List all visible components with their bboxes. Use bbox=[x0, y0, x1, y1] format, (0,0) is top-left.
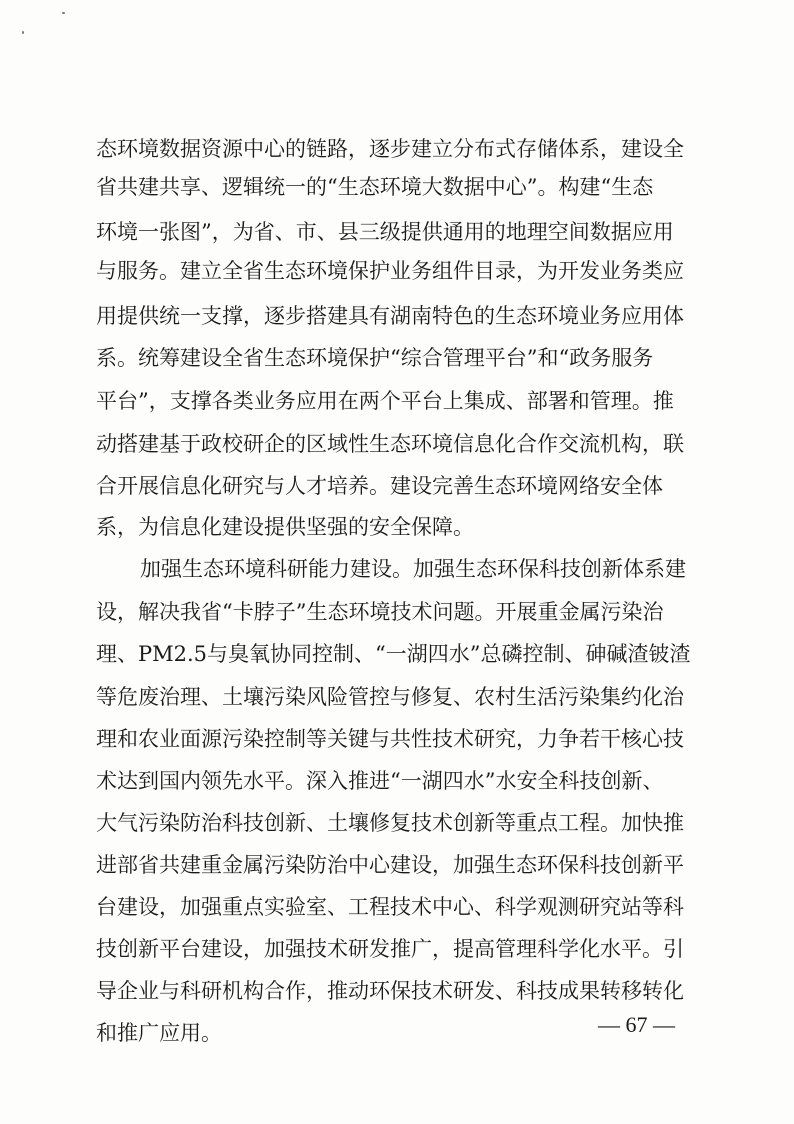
text-line: 理、PM2.5与臭氧协同控制、“一湖四水”总磷控制、砷碱渣铍渣 bbox=[96, 642, 691, 666]
text-line: 等危废治理、土壤污染风险管控与修复、农村生活污染集约化治 bbox=[96, 685, 684, 709]
text-line: 平台”，支撑各类业务应用在两个平台上集成、部署和管理。推 bbox=[96, 389, 674, 413]
text-line: 环境一张图”，为省、市、县三级提供通用的地理空间数据应用 bbox=[96, 220, 674, 244]
page-number: — 67 — bbox=[598, 1012, 675, 1037]
text-line: 态环境数据资源中心的链路，逐步建立分布式存储体系，建设全 bbox=[96, 137, 684, 161]
text-line: 台建设，加强重点实验室、工程技术中心、科学观测研究站等科 bbox=[96, 895, 684, 919]
text-line: 加强生态环境科研能力建设。加强生态环保科技创新体系建 bbox=[140, 557, 686, 581]
text-line: 省共建共享、逻辑统一的“生态环境大数据中心”。构建“生态 bbox=[96, 175, 654, 199]
text-line: 与服务。建立全省生态环境保护业务组件目录，为开发业务类应 bbox=[96, 259, 684, 283]
text-line: 合开展信息化研究与人才培养。建设完善生态环境网络安全体 bbox=[96, 474, 663, 498]
text-line: 和推广应用。 bbox=[96, 1021, 222, 1045]
text-line: 理和农业面源污染控制等关键与共性技术研究，力争若干核心技 bbox=[96, 727, 684, 751]
text-line: 动搭建基于政校研企的区域性生态环境信息化合作交流机构，联 bbox=[96, 432, 684, 456]
text-line: 系，为信息化建设提供坚强的安全保障。 bbox=[96, 515, 474, 539]
text-line: 系。统筹建设全省生态环境保护“综合管理平台”和“政务服务 bbox=[96, 346, 654, 370]
text-line: 进部省共建重金属污染防治中心建设，加强生态环保科技创新平 bbox=[96, 853, 684, 877]
text-line: 大气污染防治科技创新、土壤修复技术创新等重点工程。加快推 bbox=[96, 811, 684, 835]
text-line: 导企业与科研机构合作，推动环保技术研发、科技成果转移转化 bbox=[96, 979, 684, 1003]
text-line: 技创新平台建设，加强技术研发推广，提高管理科学化水平。引 bbox=[96, 937, 684, 961]
scan-speck bbox=[22, 31, 24, 34]
text-line: 用提供统一支撑，逐步搭建具有湖南特色的生态环境业务应用体 bbox=[96, 304, 684, 328]
scan-speck bbox=[62, 12, 65, 14]
text-line: 设，解决我省“卡脖子”生态环境技术问题。开展重金属污染治 bbox=[96, 600, 664, 624]
text-line: 术达到国内领先水平。深入推进“一湖四水”水安全科技创新、 bbox=[96, 769, 664, 793]
